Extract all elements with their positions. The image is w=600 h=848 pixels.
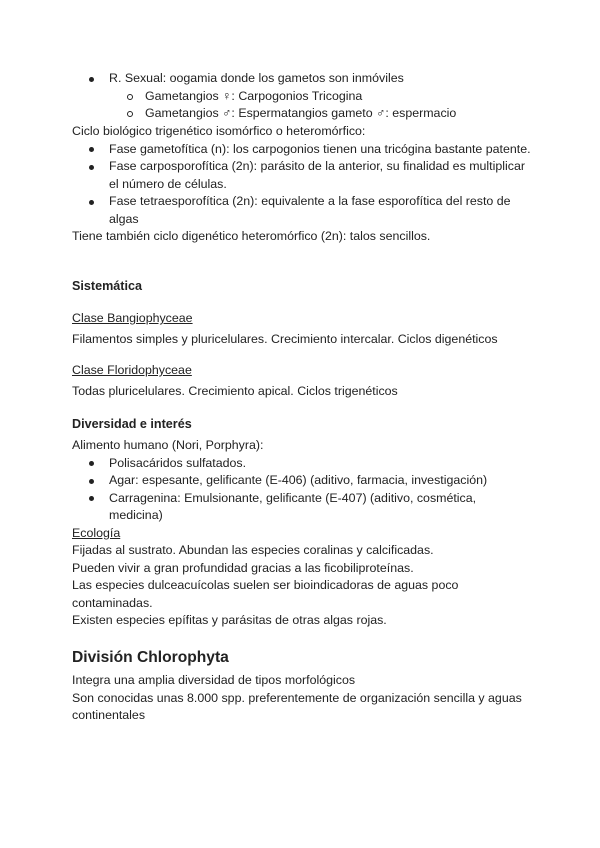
- digenetic-cycle-note: Tiene también ciclo digenético heteromórfico (2n): talos sencillos.: [72, 229, 431, 243]
- ecology-line-depth: Pueden vivir a gran profundidad gracias a las ficobiliproteínas.: [72, 560, 414, 575]
- reproduction-list: [72, 70, 532, 88]
- human-food-intro: Alimento humano (Nori, Porphyra):: [72, 438, 264, 452]
- life-cycle-phases-list: [72, 141, 532, 229]
- class-bangiophyceae: [72, 310, 532, 328]
- diversity-list: [72, 455, 532, 525]
- diversity-heading: Diversidad e interés: [72, 417, 192, 431]
- reproduction-section: [72, 70, 532, 123]
- list-item-carrageenan: Carragenina: Emulsionante, gelificante (E-407) (aditivo, cosmética, medicina): [72, 490, 532, 525]
- list-item-sexual-reproduction: R. Sexual: oogamia donde los gametos son inmóviles: [72, 70, 532, 88]
- ecology-line-substrate: Fijadas al sustrato. Abundan las especies coralinas y calcificadas.: [72, 543, 434, 557]
- class-bangiophyceae-description: Filamentos simples y pluricelulares. Crecimiento intercalar. Ciclos digenéticos: [72, 332, 498, 346]
- class-floridophyceae-description: Todas pluricelulares. Crecimiento apical. Ciclos trigenéticos: [72, 384, 398, 398]
- list-item-agar: Agar: espesante, gelificante (E-406) (aditivo, farmacia, investigación): [72, 472, 532, 490]
- chlorophyta-heading: División Chlorophyta: [72, 649, 229, 666]
- diversity-body: [72, 437, 532, 630]
- life-cycle-intro: Ciclo biológico trigenético isomórfico o heteromórfico:: [72, 124, 366, 138]
- sublist-item-male-gametangia: Gametangios ♂: Espermatangios gameto ♂: espermacio: [72, 105, 532, 123]
- list-item-carposporophytic-phase: Fase carposporofítica (2n): parásito de la anterior, su finalidad es multiplicar el número de células.: [72, 158, 532, 193]
- chlorophyta-line-diversity: Integra una amplia diversidad de tipos morfológicos: [72, 673, 356, 687]
- systematics-heading: Sistemática: [72, 279, 143, 293]
- life-cycle-section: [72, 123, 532, 246]
- list-item-tetrasporophytic-phase: Fase tetraesporofítica (2n): equivalente a la fase esporofítica del resto de algas: [72, 193, 532, 228]
- gametangia-sublist: [72, 88, 532, 123]
- class-floridophyceae: [72, 362, 532, 380]
- ecology-heading: Ecología: [72, 525, 121, 540]
- class-floridophyceae-body: [72, 383, 532, 401]
- chlorophyta-section: [72, 648, 532, 668]
- ecology-line-epiphytes: Existen especies epífitas y parásitas de otras algas rojas.: [72, 613, 387, 627]
- class-bangiophyceae-body: [72, 331, 532, 349]
- systematics-section: [72, 278, 532, 296]
- diversity-section: [72, 416, 532, 434]
- list-item-gametophytic-phase: Fase gametofítica (n): los carpogonios tienen una tricógina bastante patente.: [72, 141, 532, 159]
- class-floridophyceae-title: Clase Floridophyceae: [72, 363, 192, 377]
- chlorophyta-body: [72, 672, 532, 725]
- sublist-item-female-gametangia: Gametangios ♀: Carpogonios Tricogina: [72, 88, 532, 106]
- list-item-sulfated-polysaccharides: Polisacáridos sulfatados.: [72, 455, 532, 473]
- ecology-line-bioindicators: Las especies dulceacuícolas suelen ser bioindicadoras de aguas poco contaminadas.: [72, 578, 459, 610]
- class-bangiophyceae-title: Clase Bangiophyceae: [72, 311, 193, 325]
- chlorophyta-line-species: Son conocidas unas 8.000 spp. preferentemente de organización sencilla y aguas continentales: [72, 690, 522, 722]
